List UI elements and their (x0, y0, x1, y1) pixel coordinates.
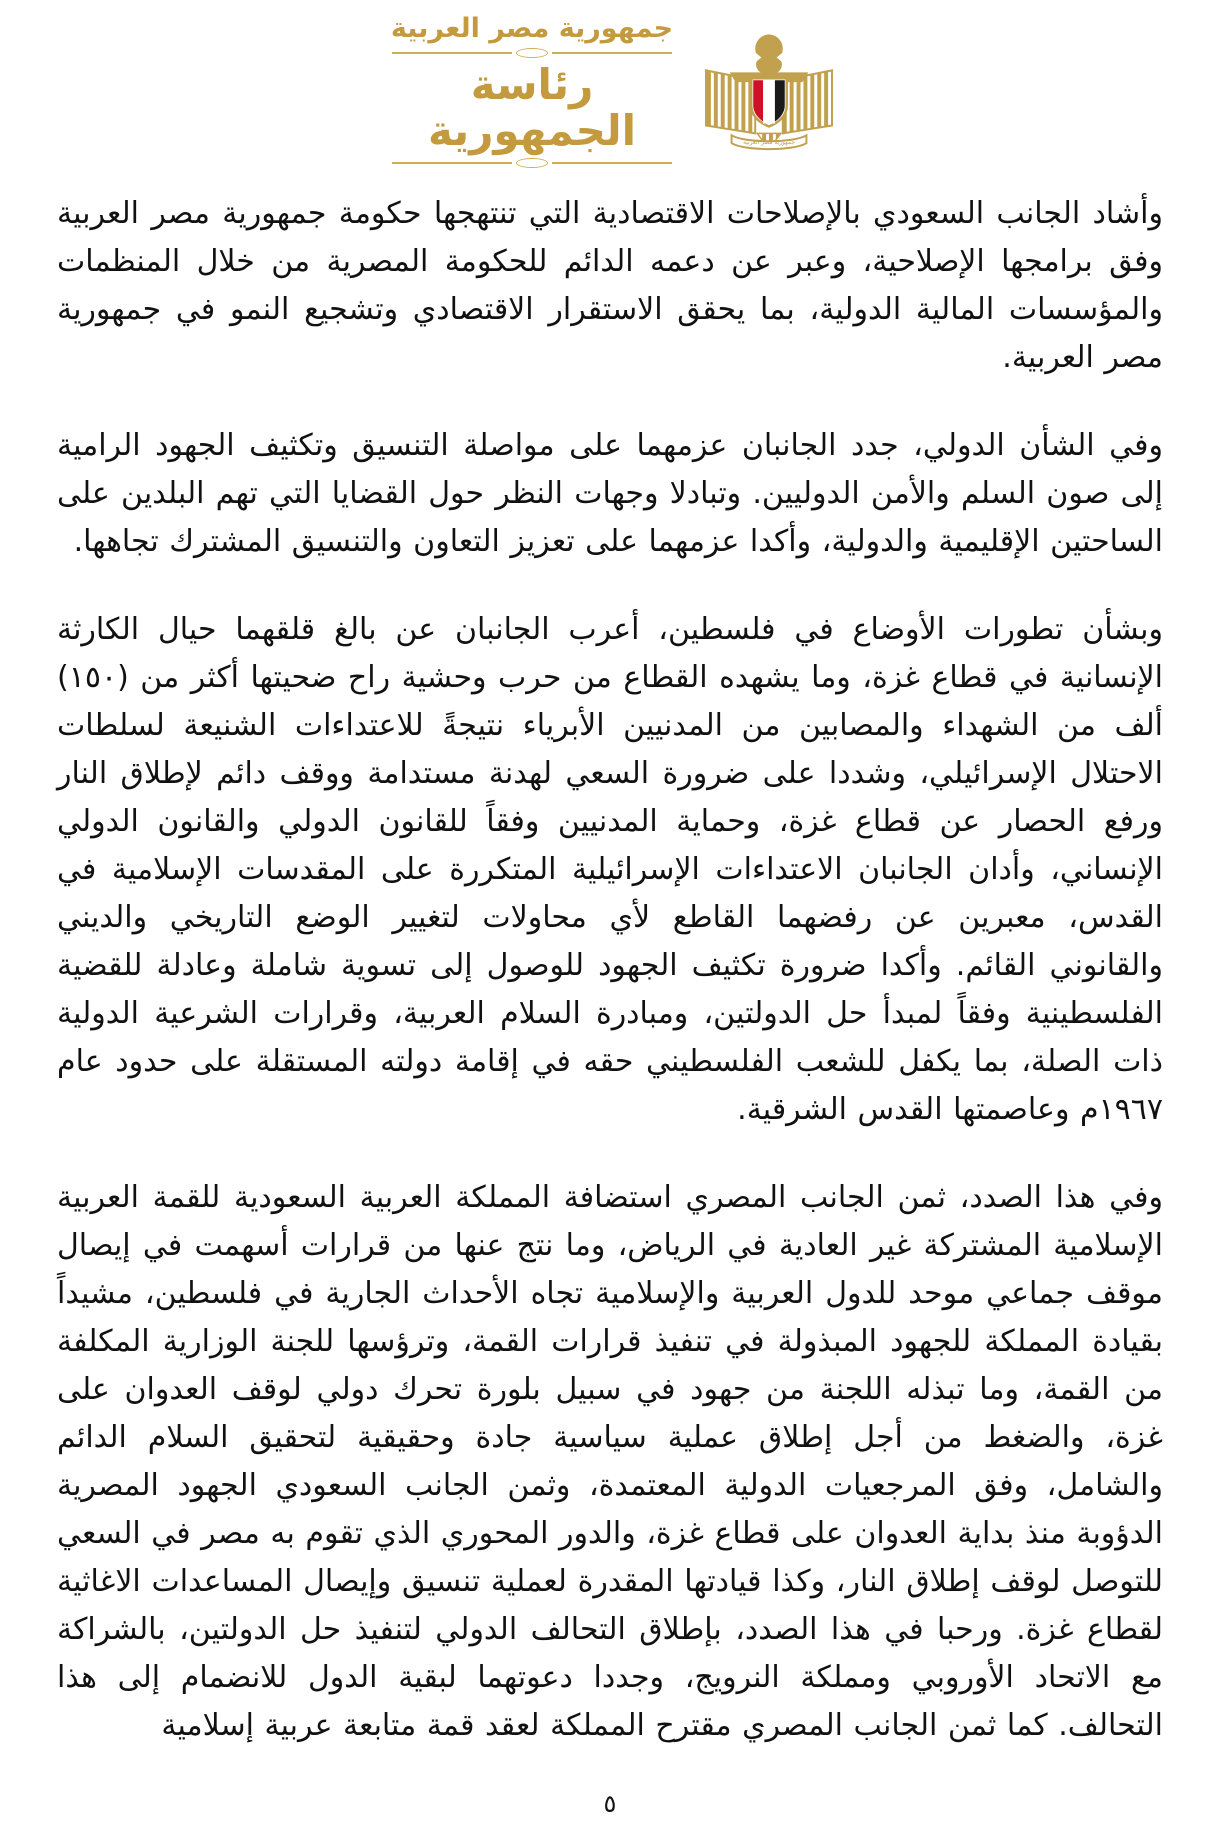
ornament-rule (392, 52, 512, 54)
paragraph-international-affairs: وفي الشأن الدولي، جدد الجانبان عزمهما على مواصلة التنسيق وتكثيف الجهود الرامية إلى صون السلم والأمن الدوليين. وتبادلا وجهات النظر حول القضايا التي تهم البلدين على الساحتين الإقليمية والدولية، وأكدا عزمهما على تعزيز التعاون والتنسيق المشترك تجاهها. (57, 428, 1163, 560)
ornament-divider (392, 158, 672, 168)
ornament-lens-icon (516, 158, 548, 168)
presidency-calligraphy (382, 14, 682, 172)
ornament-lens-icon (516, 48, 548, 58)
eagle-head (756, 35, 782, 73)
calligraphy-presidency: رئاسة الجمهورية (427, 59, 637, 155)
calligraphy-republic-name: جمهورية مصر العربية (390, 13, 674, 44)
ornament-rule (552, 52, 672, 54)
paragraph-summit-appreciation: وفي هذا الصدد، ثمن الجانب المصري استضافة المملكة العربية السعودية للقمة العربية الإسلامية المشتركة غير العادية في الرياض، وما نتج عنها من قرارات أسهمت في إيصال موقف جماعي موحد للدول العربية والإسلامية تجاه الأحداث الجارية في فلسطين، مشيداً بقيادة المملكة للجهود المبذولة في تنفيذ قرارات القمة، وترؤسها للجنة الوزارية المكلفة من القمة، وما تبذله اللجنة من جهود في سبيل بلورة تحرك دولي لوقف العدوان على غزة، والضغط من أجل إطلاق عملية سياسية جادة وحقيقية لتحقيق السلام الدائم والشامل، وفق المرجعيات الدولية المعتمدة، وثمن الجانب السعودي الجهود المصرية الدؤوبة منذ بداية العدوان على قطاع غزة، والدور المحوري الذي تقوم به مصر في السعي للتوصل لوقف إطلاق النار، وكذا قيادتها المقدرة لعملية تنسيق وإيصال المساعدات الاغاثية لقطاع غزة. ورحبا في هذا الصدد، بإطلاق التحالف الدولي لتنفيذ حل الدولتين، بالشراكة مع الاتحاد الأوروبي ومملكة النرويج، وجددا دعوتهما لبقية الدول للانضمام إلى هذا التحالف. كما ثمن الجانب المصري مقترح المملكة لعقد قمة متابعة عربية إسلامية (57, 1180, 1163, 1744)
paragraph-palestine-situation: وبشأن تطورات الأوضاع في فلسطين، أعرب الجانبان عن بالغ قلقهما حيال الكارثة الإنسانية في قطاع غزة، وما يشهده القطاع من حرب وحشية راح ضحيتها أكثر من (١٥٠) ألف من الشهداء والمصابين من المدنيين الأبرياء نتيجةً للاعتداءات الشنيعة لسلطات الاحتلال الإسرائيلي، وشددا على ضرورة السعي لهدنة مستدامة ووقف دائم لإطلاق النار ورفع الحصار عن قطاع غزة، وحماية المدنيين وفقاً للقانون الدولي والقانون الدولي الإنساني، وأدان الجانبان الاعتداءات الإسرائيلية المتكررة على المقدسات الإسلامية في القدس، معبرين عن رفضهما القاطع لأي محاولات لتغيير الوضع التاريخي والديني والقانوني القائم. وأكدا ضرورة تكثيف الجهود للوصول إلى تسوية شاملة وعادلة للقضية الفلسطينية وفقاً لمبدأ حل الدولتين، ومبادرة السلام العربية، وقرارات الشرعية الدولية ذات الصلة، بما يكفل للشعب الفلسطيني حقه في إقامة دولته المستقلة على حدود عام ١٩٦٧م وعاصمتها القدس الشرقية. (57, 612, 1163, 1128)
ornament-divider (392, 48, 672, 58)
emblem-banner-text: جمهورية مصر العربية (743, 140, 795, 147)
egypt-eagle-emblem-icon (700, 29, 838, 157)
document-body (57, 190, 1163, 1750)
paragraph-economic-reforms: وأشاد الجانب السعودي بالإصلاحات الاقتصادية التي تنتهجها حكومة جمهورية مصر العربية وفق برامجها الإصلاحية، وعبر عن دعمه الدائم للحكومة المصرية من خلال المنظمات والمؤسسات المالية الدولية، بما يحقق الاستقرار الاقتصادي وتشجيع النمو في جمهورية مصر العربية. (57, 196, 1163, 376)
page-number: ٥ (603, 1790, 617, 1819)
flag-shield (751, 78, 786, 126)
ornament-rule (392, 162, 512, 164)
letterhead (57, 8, 1163, 172)
ornament-rule (552, 162, 672, 164)
page-footer (57, 1790, 1163, 1818)
